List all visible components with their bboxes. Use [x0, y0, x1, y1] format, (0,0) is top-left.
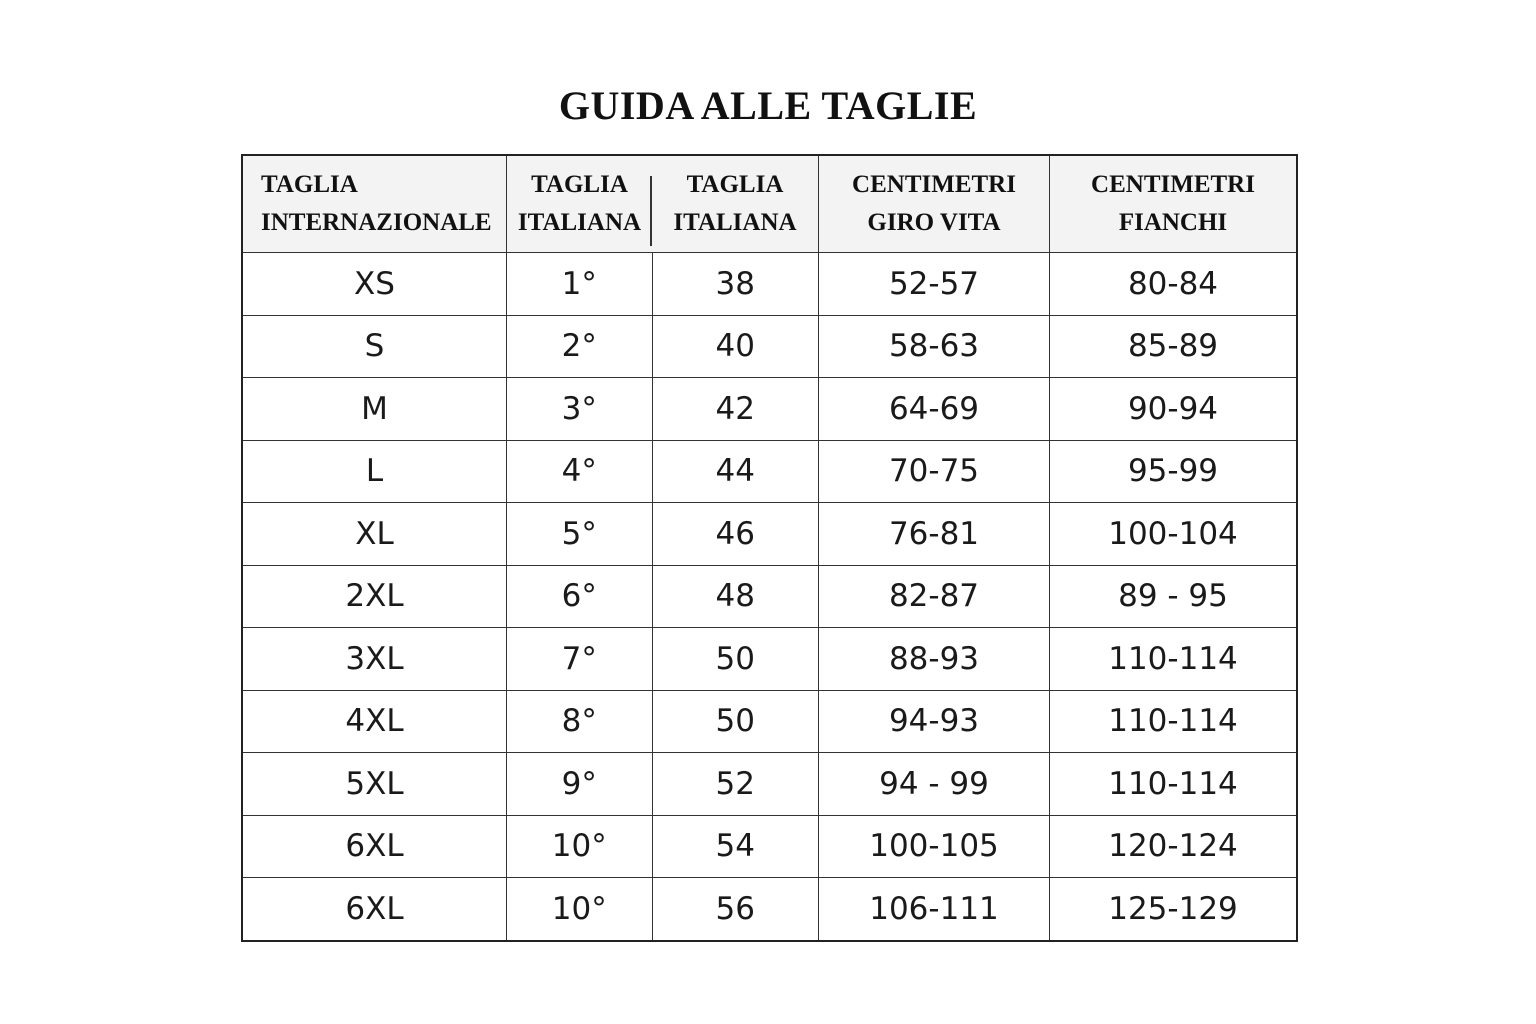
- cell-international: 6XL: [242, 815, 507, 878]
- cell-italian-ordinal: 8°: [507, 690, 653, 753]
- cell-hips: 110-114: [1050, 628, 1298, 691]
- cell-hips: 95-99: [1050, 440, 1298, 503]
- cell-italian-number: 46: [652, 503, 819, 566]
- cell-italian-number: 56: [652, 878, 819, 941]
- table-row: [242, 753, 1297, 816]
- cell-italian-number: 42: [652, 378, 819, 441]
- cell-waist: 76-81: [819, 503, 1050, 566]
- header-line: INTERNAZIONALE: [261, 209, 492, 236]
- header-line: TAGLIA: [261, 171, 358, 198]
- cell-waist: 94-93: [819, 690, 1050, 753]
- cell-hips: 100-104: [1050, 503, 1298, 566]
- table-row: [242, 878, 1297, 941]
- header-italian-size-number: [652, 155, 819, 253]
- cell-hips: 120-124: [1050, 815, 1298, 878]
- cell-hips: 85-89: [1050, 315, 1298, 378]
- cell-italian-ordinal: 10°: [507, 878, 653, 941]
- table-row: [242, 440, 1297, 503]
- header-line: FIANCHI: [1118, 209, 1228, 236]
- cell-italian-number: 52: [652, 753, 819, 816]
- header-line: ITALIANA: [517, 209, 642, 236]
- cell-hips: 90-94: [1050, 378, 1298, 441]
- cell-italian-ordinal: 3°: [507, 378, 653, 441]
- header-row: [242, 155, 1297, 253]
- cell-italian-ordinal: 9°: [507, 753, 653, 816]
- cell-international: 3XL: [242, 628, 507, 691]
- header-line: TAGLIA: [686, 171, 784, 198]
- cell-italian-number: 44: [652, 440, 819, 503]
- cell-waist: 106-111: [819, 878, 1050, 941]
- cell-italian-number: 50: [652, 690, 819, 753]
- cell-waist: 52-57: [819, 253, 1050, 316]
- cell-waist: 70-75: [819, 440, 1050, 503]
- cell-italian-ordinal: 2°: [507, 315, 653, 378]
- cell-international: M: [242, 378, 507, 441]
- cell-italian-number: 50: [652, 628, 819, 691]
- cell-italian-ordinal: 6°: [507, 565, 653, 628]
- size-guide-table: [241, 154, 1298, 942]
- table-row: [242, 253, 1297, 316]
- cell-international: S: [242, 315, 507, 378]
- cell-waist: 88-93: [819, 628, 1050, 691]
- header-line: GIRO VITA: [867, 209, 1001, 236]
- cell-international: XS: [242, 253, 507, 316]
- cell-italian-number: 38: [652, 253, 819, 316]
- cell-waist: 82-87: [819, 565, 1050, 628]
- table-row: [242, 503, 1297, 566]
- header-line: CENTIMETRI: [852, 171, 1016, 198]
- cell-waist: 100-105: [819, 815, 1050, 878]
- table-row: [242, 690, 1297, 753]
- cell-italian-number: 54: [652, 815, 819, 878]
- cell-hips: 110-114: [1050, 753, 1298, 816]
- table-row: [242, 565, 1297, 628]
- cell-international: 6XL: [242, 878, 507, 941]
- header-international-size: [242, 155, 507, 253]
- cell-italian-ordinal: 10°: [507, 815, 653, 878]
- cell-italian-ordinal: 4°: [507, 440, 653, 503]
- page-title: GUIDA ALLE TAGLIE: [558, 83, 978, 128]
- cell-hips: 89 - 95: [1050, 565, 1298, 628]
- header-line: ITALIANA: [673, 209, 797, 236]
- header-italian-size-ordinal: [507, 155, 653, 253]
- cell-international: 2XL: [242, 565, 507, 628]
- cell-international: XL: [242, 503, 507, 566]
- cell-waist: 58-63: [819, 315, 1050, 378]
- cell-italian-ordinal: 5°: [507, 503, 653, 566]
- cell-hips: 125-129: [1050, 878, 1298, 941]
- table-row: [242, 315, 1297, 378]
- header-waist-cm: [819, 155, 1050, 253]
- cell-hips: 110-114: [1050, 690, 1298, 753]
- cell-international: 5XL: [242, 753, 507, 816]
- header-line: TAGLIA: [531, 171, 628, 198]
- header-hips-cm: [1050, 155, 1298, 253]
- table-row: [242, 628, 1297, 691]
- cell-italian-number: 40: [652, 315, 819, 378]
- table-row: [242, 378, 1297, 441]
- cell-italian-ordinal: 1°: [507, 253, 653, 316]
- cell-hips: 80-84: [1050, 253, 1298, 316]
- cell-international: L: [242, 440, 507, 503]
- cell-waist: 64-69: [819, 378, 1050, 441]
- cell-international: 4XL: [242, 690, 507, 753]
- cell-italian-ordinal: 7°: [507, 628, 653, 691]
- header-divider: [650, 176, 652, 246]
- header-line: CENTIMETRI: [1091, 171, 1255, 198]
- cell-italian-number: 48: [652, 565, 819, 628]
- table-row: [242, 815, 1297, 878]
- cell-waist: 94 - 99: [819, 753, 1050, 816]
